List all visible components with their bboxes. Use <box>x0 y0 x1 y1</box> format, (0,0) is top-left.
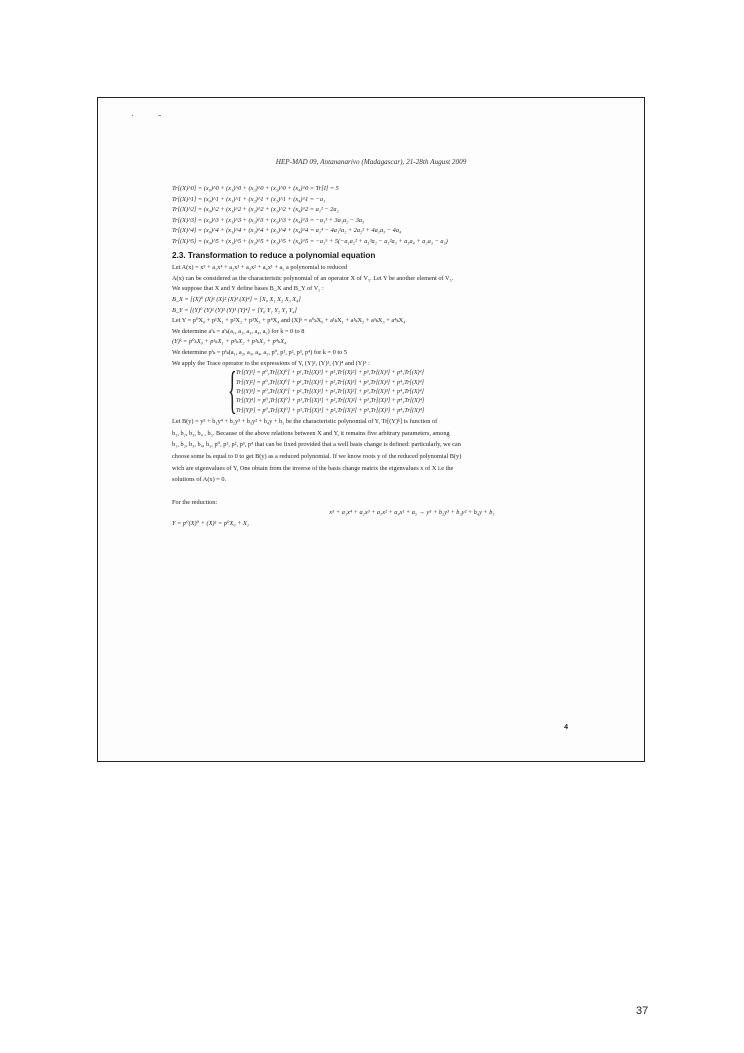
scanned-page-number: 4 <box>564 724 568 731</box>
left-brace-icon: { <box>228 362 237 420</box>
system-line: Tr[(Y)²] = p⁰₂Tr[(X)⁰] + p¹₂Tr[(X)¹] + p²₂Tr[(X)²] + p³₂Tr[(X)³] + p⁴₂Tr[(X)⁴] <box>236 379 424 386</box>
section-heading: 2.3. Transformation to reduce a polynomial equation <box>172 250 376 260</box>
intro-line: We determine pⁱₖ = pⁱₖ(a₁, a₂, a₃, a₄, a₅, p⁰, p¹, p², p³, p⁴) for k = 0 to 5 <box>172 348 347 356</box>
trace-system <box>228 362 582 420</box>
intro-line: B_Y = [(Y)⁰ (Y)¹ (Y)² (Y)³ (Y)⁴] = [Y₀ Y₁ Y₂ Y₃ Y₄] <box>172 306 297 314</box>
intro-line: Let Y = p⁰X₀ + p¹X₁ + p²X₂ + p³X₃ + p⁴X₄ and (X)ᵏ = a⁰ₖX₀ + a¹ₖX₁ + a²ₖX₂ + a³ₖX₃ + a⁴ₖX₄ <box>172 317 406 325</box>
paragraph-line: b₁, b₂, b₃, b₄, b₅, p⁰, p¹, p², p³, p⁴ that can be fixed provided that a well basis change is defined: particularly, we can <box>172 441 461 449</box>
scan-speck: · <box>131 111 135 122</box>
system-line: Tr[(Y)¹] = p⁰₁Tr[(X)⁰] + p¹₁Tr[(X)¹] + p²₁Tr[(X)²] + p³₁Tr[(X)³] + p⁴₁Tr[(X)⁴] <box>236 370 424 377</box>
scanned-page <box>97 97 645 762</box>
intro-line: Let A(x) = x⁵ + a₁x⁴ + a₂x³ + a₃x² + a₄x¹ + a₅ a polynomial to reduced <box>172 264 348 272</box>
trace-line: Tr[(X)^4] = (x₀)^4 + (x₁)^4 + (x₂)^4 + (x₃)^4 + (x₄)^4 = a₁⁴ − 4a₁²a₂ + 2a₂² + 4a₁a₃ − 4a₄ <box>172 227 402 235</box>
page-number: 37 <box>636 1005 649 1017</box>
trace-line: Tr[(X)^2] = (x₀)^2 + (x₁)^2 + (x₂)^2 + (x₃)^2 + (x₄)^2 = a₁² − 2a₂ <box>172 206 339 214</box>
conference-header: HEP-MAD 09, Antananarivo (Madagascar), 21-28th August 2009 <box>275 158 467 166</box>
system-line: Tr[(Y)⁵] = p⁰₅Tr[(X)⁰] + p¹₅Tr[(X)¹] + p²₅Tr[(X)²] + p³₅Tr[(X)³] + p⁴₅Tr[(X)⁴] <box>236 407 425 414</box>
trace-identities <box>172 184 582 248</box>
system-line: Tr[(Y)³] = p⁰₃Tr[(X)⁰] + p¹₃Tr[(X)¹] + p²₃Tr[(X)²] + p³₃Tr[(X)³] + p⁴₃Tr[(X)⁴] <box>236 388 424 395</box>
intro-line: We determine aⁱₖ = aⁱₖ(a₁, a₂, a₃, a₄, a₅) for k = 0 to 8 <box>172 327 305 335</box>
intro-line: (Y)ᵏ = p⁰ₖX₀ + p¹ₖX₁ + p²ₖX₂ + p³ₖX₃ + p⁴ₖX₄ <box>172 338 287 346</box>
trace-line: Tr[(X)^3] = (x₀)^3 + (x₁)^3 + (x₂)^3 + (x₃)^3 + (x₄)^3 = −a₁³ + 3a₁a₂ − 3a₃ <box>172 216 365 224</box>
paragraph-line: solutions of A(x) = 0. <box>172 476 227 484</box>
intro-line: We suppose that X and Y define bases B_X and B_Y of V₅ : <box>172 285 324 293</box>
reduction-label: For the reduction: <box>172 498 218 506</box>
intro-line: A(x) can be considered as the characteristic polynomial of an operator X of V₅. Let Y be another element of V₅. <box>172 274 454 282</box>
trace-line: Tr[(X)^0] = (x₀)^0 + (x₁)^0 + (x₂)^0 + (x₃)^0 + (x₄)^0 = Tr[I] = 5 <box>172 185 339 192</box>
paragraph-line: choose some bₖ equal to 0 to get B(y) as a reduced polynomial. If we know roots y of the reduced polynomial B(y) <box>172 452 462 460</box>
reduction-equation: x⁵ + a₁x⁴ + a₂x³ + a₃x² + a₄x¹ + a₅ → y⁵ + b₂y³ + b₃y² + b₄y + b₅ <box>329 509 495 517</box>
page-body <box>172 184 582 529</box>
final-equation: Y = p⁰(X)⁰ + (X)¹ = p⁰X₀ + X₁ <box>172 519 250 527</box>
intro-block <box>172 263 582 369</box>
paragraph-line: b₁, b₂, b₃, b₄ , b₅. Because of the above relations between X and Y, it remains five arbitrary parameters, among <box>172 429 450 437</box>
explanation-paragraph <box>172 416 582 486</box>
trace-line: Tr[(X)^5] = (x₀)^5 + (x₁)^5 + (x₂)^5 + (x₃)^5 + (x₄)^5 = −a₁⁵ + 5(−a₁a₂² + a₁³a₂ − a₁²a₃ + a₁a₄ + a₂a₃ − a₅) <box>172 237 448 245</box>
scan-speck: - <box>158 110 162 121</box>
paragraph-line: wich are eigenvalues of Y, One obtain from the inverse of the basis change matrix the eigenvalues x of X i.e the <box>172 464 454 472</box>
system-line: Tr[(Y)⁴] = p⁰₄Tr[(X)⁰] + p¹₄Tr[(X)¹] + p²₄Tr[(X)²] + p³₄Tr[(X)³] + p⁴₄Tr[(X)⁴] <box>236 398 425 405</box>
trace-line: Tr[(X)^1] = (x₀)^1 + (x₁)^1 + (x₂)^1 + (x₃)^1 + (x₄)^1 = −a₁ <box>172 195 326 203</box>
intro-line: We apply the Trace operator to the expressions of Y, (Y)², (Y)³, (Y)⁴ and (Y)⁵ : <box>172 359 370 367</box>
intro-line: B_X = [(X)⁰ (X)¹ (X)² (X)³ (X)⁴] = [X₀ X₁ X₂ X₃ X₄] <box>172 295 301 303</box>
paragraph-line: Let B(y) = y⁵ + b₁y⁴ + b₂y³ + b₃y² + b₄y + b₅ be the characteristic polynomial of Y, Tr[(Y)ᵏ] is function of <box>172 418 438 426</box>
